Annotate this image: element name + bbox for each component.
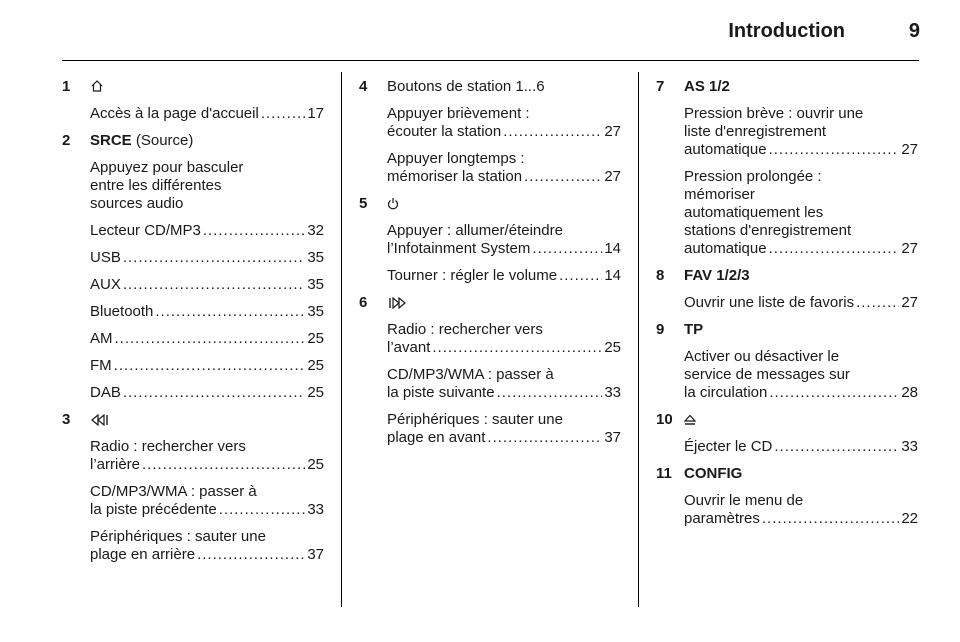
index-text: automatique	[684, 141, 767, 158]
page-ref: 33	[901, 438, 918, 455]
desc-line: Pression brève : ouvrir une	[684, 105, 864, 122]
page-ref: 35	[307, 276, 324, 293]
entry-11-block	[684, 492, 918, 528]
desc-line: entre les différentes	[90, 177, 222, 194]
index-text: écouter la station	[387, 123, 502, 140]
page-ref: 25	[307, 456, 324, 473]
desc-line: Activer ou désactiver le	[684, 348, 840, 365]
desc-line: Pression prolongée :	[684, 168, 822, 185]
desc-line: Périphériques : sauter une	[90, 528, 266, 545]
index-text: plage en avant	[387, 429, 486, 446]
desc-line: Radio : rechercher vers	[90, 438, 246, 455]
index-text: paramètres	[684, 510, 760, 527]
column-3	[656, 78, 918, 537]
page-ref: 14	[604, 267, 621, 284]
entry-2-header	[62, 132, 324, 150]
seek-back-icon	[90, 411, 110, 429]
page-number: 9	[908, 20, 920, 42]
entry-3-header	[62, 411, 324, 429]
entry-7-block	[684, 105, 918, 159]
column-divider-1	[341, 72, 342, 607]
entry-title: FAV 1/2/3	[684, 267, 750, 284]
entry-number: 10	[656, 411, 673, 428]
dot-leader	[503, 123, 602, 141]
page-ref: 22	[901, 510, 918, 527]
page-ref: 17	[307, 105, 324, 122]
entry-title: Boutons de station 1...6	[387, 78, 545, 95]
dot-leader	[123, 249, 305, 267]
page-ref: 33	[604, 384, 621, 401]
page-ref: 14	[604, 240, 621, 257]
dot-leader	[123, 384, 305, 402]
entry-6-block	[387, 411, 621, 447]
page-ref: 25	[604, 339, 621, 356]
index-line	[90, 105, 324, 123]
entry-3-block	[90, 528, 324, 564]
desc-line: service de messages sur	[684, 366, 850, 383]
page-ref: 37	[307, 546, 324, 563]
entry-title: CONFIG	[684, 465, 743, 482]
page-ref: 27	[604, 123, 621, 140]
desc-line: Ouvrir le menu de	[684, 492, 804, 509]
entry-2-intro	[90, 159, 324, 213]
desc-line: Appuyer longtemps :	[387, 150, 525, 167]
entry-2-item	[90, 357, 324, 375]
dot-leader	[497, 384, 603, 402]
dot-leader	[532, 240, 602, 258]
desc-line: Appuyer : allumer/éteindre	[387, 222, 563, 239]
index-text: USB	[90, 249, 121, 266]
desc-line: stations d'enregistrement	[684, 222, 852, 239]
index-text: la circulation	[684, 384, 768, 401]
entry-title: AS 1/2	[684, 78, 730, 95]
dot-leader	[769, 240, 900, 258]
dot-leader	[197, 546, 305, 564]
entry-4-header	[359, 78, 621, 96]
entry-6-block	[387, 366, 621, 402]
page-ref: 27	[901, 141, 918, 158]
entry-number: 5	[359, 195, 368, 212]
page-ref: 25	[307, 384, 324, 401]
page-ref: 25	[307, 357, 324, 374]
index-text: Bluetooth	[90, 303, 154, 320]
entry-8-block	[684, 294, 918, 312]
desc-line: Appuyer brièvement :	[387, 105, 530, 122]
entry-6-header	[359, 294, 621, 312]
column-2	[359, 78, 621, 456]
column-divider-2	[638, 72, 639, 607]
entry-1-desc	[90, 105, 324, 123]
desc-line: CD/MP3/WMA : passer à	[90, 483, 257, 500]
entry-number: 2	[62, 132, 71, 149]
dot-leader	[524, 168, 602, 186]
page-ref: 33	[307, 501, 324, 518]
dot-leader	[219, 501, 306, 519]
entry-2-item	[90, 276, 324, 294]
page-ref: 27	[901, 294, 918, 311]
index-text: Accès à la page d'accueil	[90, 105, 259, 122]
dot-leader	[142, 456, 305, 474]
entry-9-block	[684, 348, 918, 402]
dot-leader	[769, 141, 900, 159]
entry-number: 11	[656, 465, 672, 482]
dot-leader	[559, 267, 602, 285]
entry-title: TP	[684, 321, 704, 338]
entry-6-block	[387, 321, 621, 357]
entry-7-block	[684, 168, 918, 258]
entry-2-item	[90, 249, 324, 267]
entry-number: 3	[62, 411, 71, 428]
index-text: FM	[90, 357, 112, 374]
column-1	[62, 78, 324, 573]
home-icon	[90, 78, 104, 96]
index-text: AUX	[90, 276, 121, 293]
dot-leader	[155, 303, 305, 321]
dot-leader	[123, 276, 305, 294]
entry-3-block	[90, 438, 324, 474]
index-text: l’avant	[387, 339, 431, 356]
desc-line: mémoriser	[684, 186, 755, 203]
page-ref: 32	[307, 222, 324, 239]
entry-number: 8	[656, 267, 665, 284]
entry-subtitle: (Source)	[135, 132, 194, 149]
index-text: Éjecter le CD	[684, 438, 773, 455]
header-rule	[62, 60, 919, 61]
index-text: Tourner : régler le volume	[387, 267, 558, 284]
entry-3-block	[90, 483, 324, 519]
page-header-title: Introduction	[728, 20, 845, 42]
entry-8-header	[656, 267, 918, 285]
index-text: mémoriser la station	[387, 168, 523, 185]
index-text: automatique	[684, 240, 767, 257]
page-ref: 35	[307, 249, 324, 266]
eject-icon	[684, 411, 696, 429]
entry-number: 9	[656, 321, 665, 338]
entry-number: 1	[62, 78, 71, 95]
entry-4-block	[387, 150, 621, 186]
entry-10-block	[684, 438, 918, 456]
page-ref: 27	[901, 240, 918, 257]
entry-5-header	[359, 195, 621, 213]
desc-line: Radio : rechercher vers	[387, 321, 543, 338]
entry-number: 6	[359, 294, 368, 311]
entry-9-header	[656, 321, 918, 339]
index-text: la piste précédente	[90, 501, 217, 518]
desc-line: sources audio	[90, 195, 184, 212]
entry-2-item	[90, 222, 324, 240]
dot-leader	[774, 438, 899, 456]
entry-2-item	[90, 330, 324, 348]
desc-line: CD/MP3/WMA : passer à	[387, 366, 554, 383]
index-text: l’Infotainment System	[387, 240, 531, 257]
index-text: plage en arrière	[90, 546, 196, 563]
entry-11-header	[656, 465, 918, 483]
entry-10-header	[656, 411, 918, 429]
dot-leader	[762, 510, 899, 528]
index-text: la piste suivante	[387, 384, 495, 401]
desc-line: automatiquement les	[684, 204, 824, 221]
index-text: AM	[90, 330, 113, 347]
entry-title: SRCE	[90, 132, 132, 149]
index-text: Ouvrir une liste de favoris	[684, 294, 855, 311]
dot-leader	[856, 294, 899, 312]
index-text: DAB	[90, 384, 121, 401]
dot-leader	[487, 429, 602, 447]
dot-leader	[769, 384, 899, 402]
page-ref: 25	[307, 330, 324, 347]
entry-number: 7	[656, 78, 665, 95]
dot-leader	[261, 105, 306, 123]
power-icon	[387, 195, 399, 213]
page-ref: 28	[901, 384, 918, 401]
page-ref: 37	[604, 429, 621, 446]
entry-2-item	[90, 303, 324, 321]
desc-line: liste d'enregistrement	[684, 123, 827, 140]
entry-5-block	[387, 222, 621, 258]
dot-leader	[114, 357, 306, 375]
dot-leader	[115, 330, 306, 348]
page-ref: 35	[307, 303, 324, 320]
page-ref: 27	[604, 168, 621, 185]
seek-forward-icon	[387, 294, 407, 312]
desc-line: Périphériques : sauter une	[387, 411, 563, 428]
index-text: l’arrière	[90, 456, 141, 473]
entry-7-header	[656, 78, 918, 96]
index-text: Lecteur CD/MP3	[90, 222, 201, 239]
dot-leader	[203, 222, 305, 240]
desc-line: Appuyez pour basculer	[90, 159, 244, 176]
entry-number: 4	[359, 78, 368, 95]
entry-2-item	[90, 384, 324, 402]
dot-leader	[432, 339, 602, 357]
entry-4-block	[387, 105, 621, 141]
entry-1-header	[62, 78, 324, 96]
entry-5-block	[387, 267, 621, 285]
